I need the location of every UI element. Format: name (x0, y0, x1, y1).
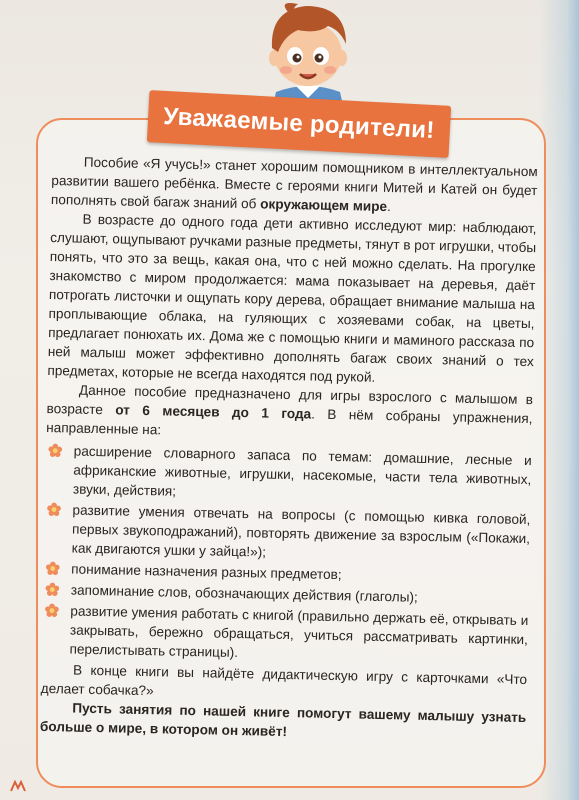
closing-wish: Пусть занятия по нашей книге помогут вашему малышу узнать больше о мире, в котором он живёт! (39, 700, 527, 740)
list-item-text: понимание назначения разных предметов; (71, 561, 342, 583)
page-title: Уважаемые родители! (162, 102, 436, 145)
body-text (40, 152, 538, 746)
intro-paragraph-2: В возрасте до одного года дети активно исследуют мир: наблюдают, слушают, ощупывают ручками разные предметы, тянут в рот игрушки, чтобы понять, что это за вещь, какая она, что с ней можно сделать. На прогулке знакомство с миром продолжается: мама показывает на деревья, даёт потрогать листочки и ощупать кору дерева, обращает внимание малыша на проплывающие облака, на гуляющих с хозяевами собак, на цветы, предлагает понюхать их. Дома же с помощью книги и маминого рассказа по ней малыш может эффективно дополнять багаж своих знаний о тех предметах, которые не всегда находятся под рукой. (47, 211, 537, 385)
boy-mascot-illustration (248, 0, 368, 110)
list-item-text: расширение словарного запаса по темам: домашние, лесные и африканские животные, игрушки, насекомые, части тела животных, звуки, действия; (72, 443, 532, 499)
list-item (45, 441, 532, 508)
list-item-text: развитие умения отвечать на вопросы (с помощью кивка головой, первых звукоподражаний), повторять движение за взрослым («Покажи, как двигаются ушки у зайца!»); (71, 502, 531, 560)
intro-paragraph-1 (51, 152, 538, 219)
list-item (44, 500, 531, 567)
intro-paragraph-3 (46, 380, 533, 447)
list-item-text: запоминание слов, обозначающих действия (глаголы); (70, 582, 418, 605)
flower-bullet-icon (45, 582, 60, 597)
age-lead: Данное пособие предназначено для игры взрослого с малышом в возрасте (46, 382, 534, 418)
emphasis-age: от 6 месяцев до 1 года (115, 402, 312, 422)
flower-bullet-icon (46, 502, 61, 517)
age-trail: . В нём собраны упражнения, направленные на: (46, 406, 533, 438)
intro-text: Пособие «Я учусь!» станет хорошим помощником в интеллектуальном развитии вашего ребёнка. Вместе с героями книги Митей и Катей он будет пополнять свой багаж знаний об (50, 154, 538, 212)
emphasis-world: окружающем мире (260, 196, 388, 215)
exercise-list (41, 441, 531, 668)
flower-bullet-icon (45, 561, 60, 576)
list-item (41, 601, 528, 668)
flower-bullet-icon (48, 443, 63, 458)
publisher-logo-icon (10, 780, 26, 792)
list-item-text: развитие умения работать с книгой (правильно держать её, открывать и закрывать, бережно обращаться, учиться рассматривать картинки, перелистывать страницы). (69, 603, 529, 661)
closing-paragraph: В конце книги вы найдёте дидактическую игру с карточками «Что делает собачка?» (40, 662, 528, 699)
intro-end: . (386, 199, 392, 215)
flower-bullet-icon (44, 603, 59, 618)
